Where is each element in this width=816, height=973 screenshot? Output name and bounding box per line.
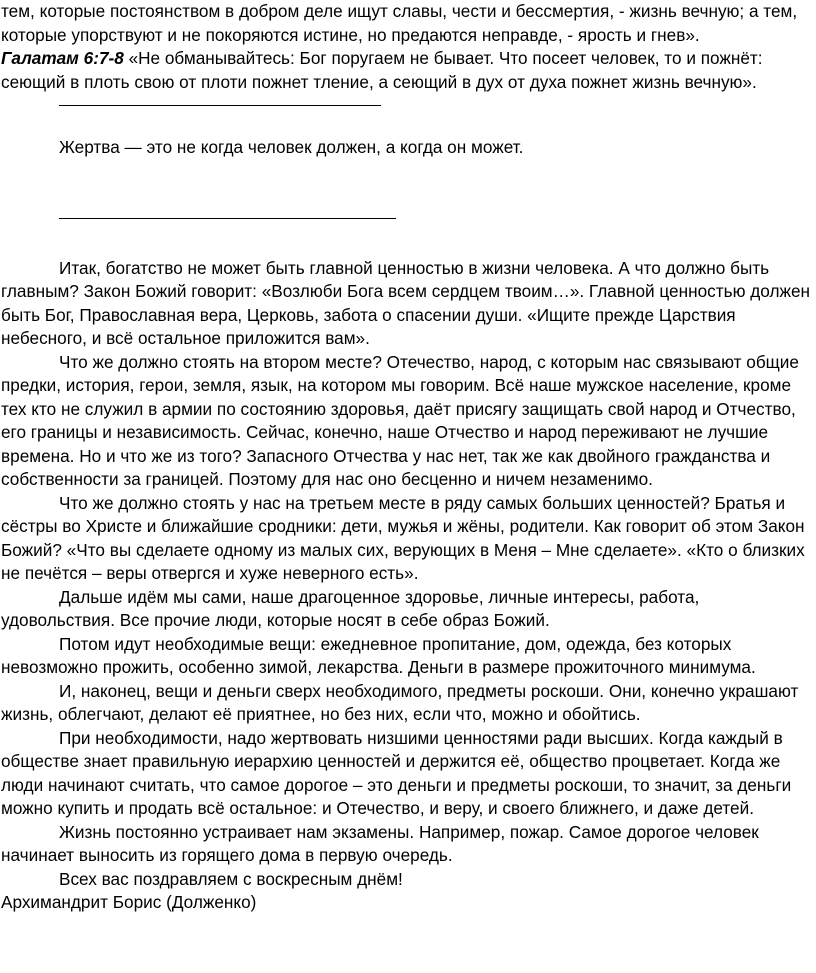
body-paragraph-2: Что же должно стоять на втором месте? Отечество, народ, с которым нас связывают общие предки, история, герои, земля, язык, на котором мы говорим. Всё наше мужское население, кроме тех кто не служил в армии по состоянию здоровья, даёт присягу защищать свой народ и Отчество, его границы и независимость. Сейчас, конечно, наше Отчество и народ переживают не лучшие времена. Но и что же из того? Запасного Отчества у нас нет, так же как двойного гражданства и собственности за границей. Поэтому для нас оно бесценно и ничем незаменимо. [1, 351, 799, 489]
closing-greeting: Всех вас поздравляем с воскресным днём! [59, 868, 403, 889]
body-paragraph-3: Что же должно стоять у нас на третьем месте в ряду самых больших ценностей? Братья и сёстры во Христе и ближайшие сродники: дети, мужья и жёны, родители. Как говорит об этом Закон Божий? «Что вы сделаете одному из малых сих, верующих в Меня – Мне сделаете». «Кто о близких не печётся – веры отвергся и хуже неверного есть». [1, 492, 805, 583]
body-paragraph-8: Жизнь постоянно устраивает нам экзамены. Например, пожар. Самое дорогое человек начинает выносить из горящего дома в первую очередь. [1, 821, 759, 865]
signature: Архимандрит Борис (Долженко) [1, 892, 257, 912]
intro-paragraph: тем, которые постоянством в добром деле ищут славы, чести и бессмертия, - жизнь вечную; а тем, которые упорствуют и не покоряются истине, но предаются неправде, - ярость и гнев». [1, 1, 798, 45]
sacrifice-quote: Жертва — это не когда человек должен, а когда он может. [59, 137, 524, 157]
body-paragraph-7: При необходимости, надо жертвовать низшими ценностями ради высших. Когда каждый в обществе знает правильную иерархию ценностей и держится её, общество процветает. Когда же люди начинают считать, что самое дорогое – это деньги и предметы роскоши, то значит, за деньги можно купить и продать всё остальное: и Отечество, и веру, и своего ближнего, и даже детей. [1, 727, 792, 818]
body-paragraph-6: И, наконец, вещи и деньги сверх необходимого, предметы роскоши. Они, конечно украшают жизнь, облегчают, делают её приятнее, но без них, если что, можно и обойтись. [1, 680, 799, 724]
scripture-reference: Галатам 6:7-8 [1, 48, 124, 68]
body-paragraph-1: Итак, богатство не может быть главной ценностью в жизни человека. А что должно быть главным? Закон Божий говорит: «Возлюби Бога всем сердцем твоим…». Главной ценностью должен быть Бог, Православная вера, Церковь, забота о спасении души. «Ищите прежде Царствия небесного, и всё остальное приложится вам». [1, 257, 811, 348]
body-paragraph-4: Дальше идём мы сами, наше драгоценное здоровье, личные интересы, работа, удовольствия. Все прочие люди, которые носят в себе образ Божий. [1, 586, 700, 630]
separator-line-top [59, 105, 381, 106]
scripture-paragraph [1, 47, 812, 94]
scripture-text: «Не обманывайтесь: Бог поругаем не бывает. Что посеет человек, то и пожнёт: сеющий в плоть свою от плоти пожнет тление, а сеющий в дух от духа пожнет жизнь вечную». [1, 48, 763, 92]
body-paragraph-5: Потом идут необходимые вещи: ежедневное пропитание, дом, одежда, без которых невозможно прожить, особенно зимой, лекарства. Деньги в размере прожиточного минимума. [1, 633, 756, 677]
